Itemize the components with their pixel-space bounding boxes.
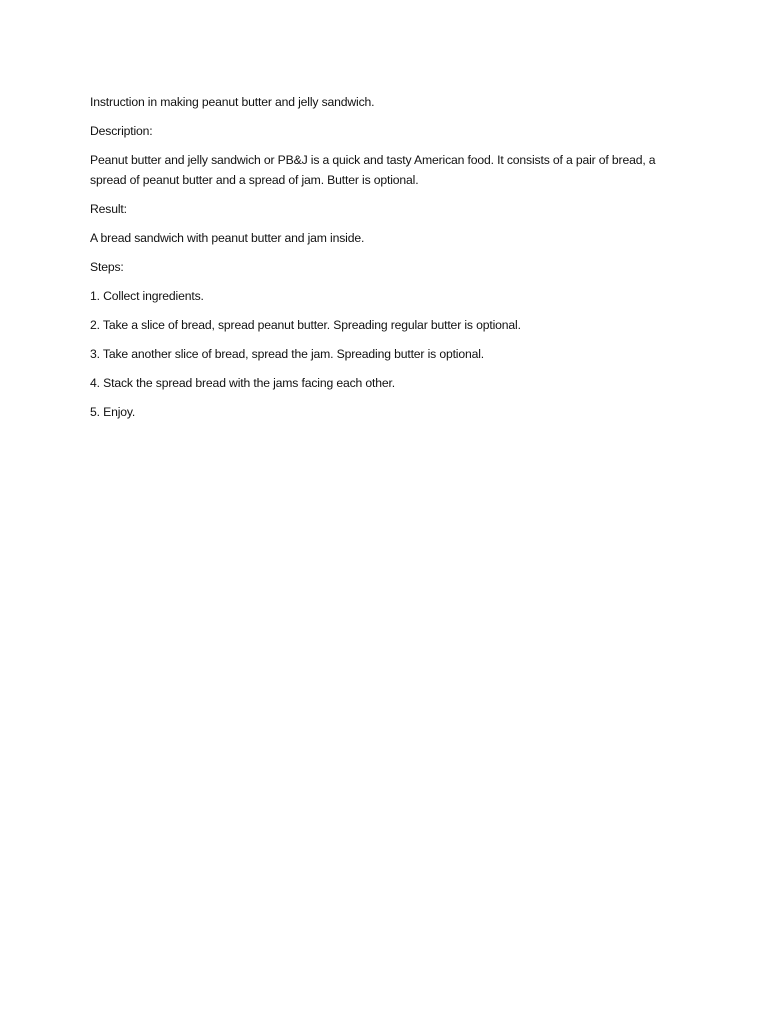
step-item: 2. Take a slice of bread, spread peanut butter. Spreading regular butter is optional. <box>90 317 521 332</box>
description-heading: Description: <box>90 124 153 138</box>
step-item: 3. Take another slice of bread, spread the jam. Spreading butter is optional. <box>90 346 485 361</box>
step-item: 1. Collect ingredients. <box>90 288 204 303</box>
steps-heading: Steps: <box>90 259 124 274</box>
description-text: Peanut butter and jelly sandwich or PB&J is a quick and tasty American food. It consists of a pair of bread, a spread of peanut butter and a spread of jam. Butter is optional. <box>90 153 656 187</box>
result-text: A bread sandwich with peanut butter and jam inside. <box>90 230 365 245</box>
document-body <box>90 93 668 432</box>
step-item: 5. Enjoy. <box>90 404 136 419</box>
step-item: 4. Stack the spread bread with the jams facing each other. <box>90 375 395 390</box>
result-heading: Result: <box>90 201 127 216</box>
document-title: Instruction in making peanut butter and jelly sandwich. <box>90 95 375 109</box>
